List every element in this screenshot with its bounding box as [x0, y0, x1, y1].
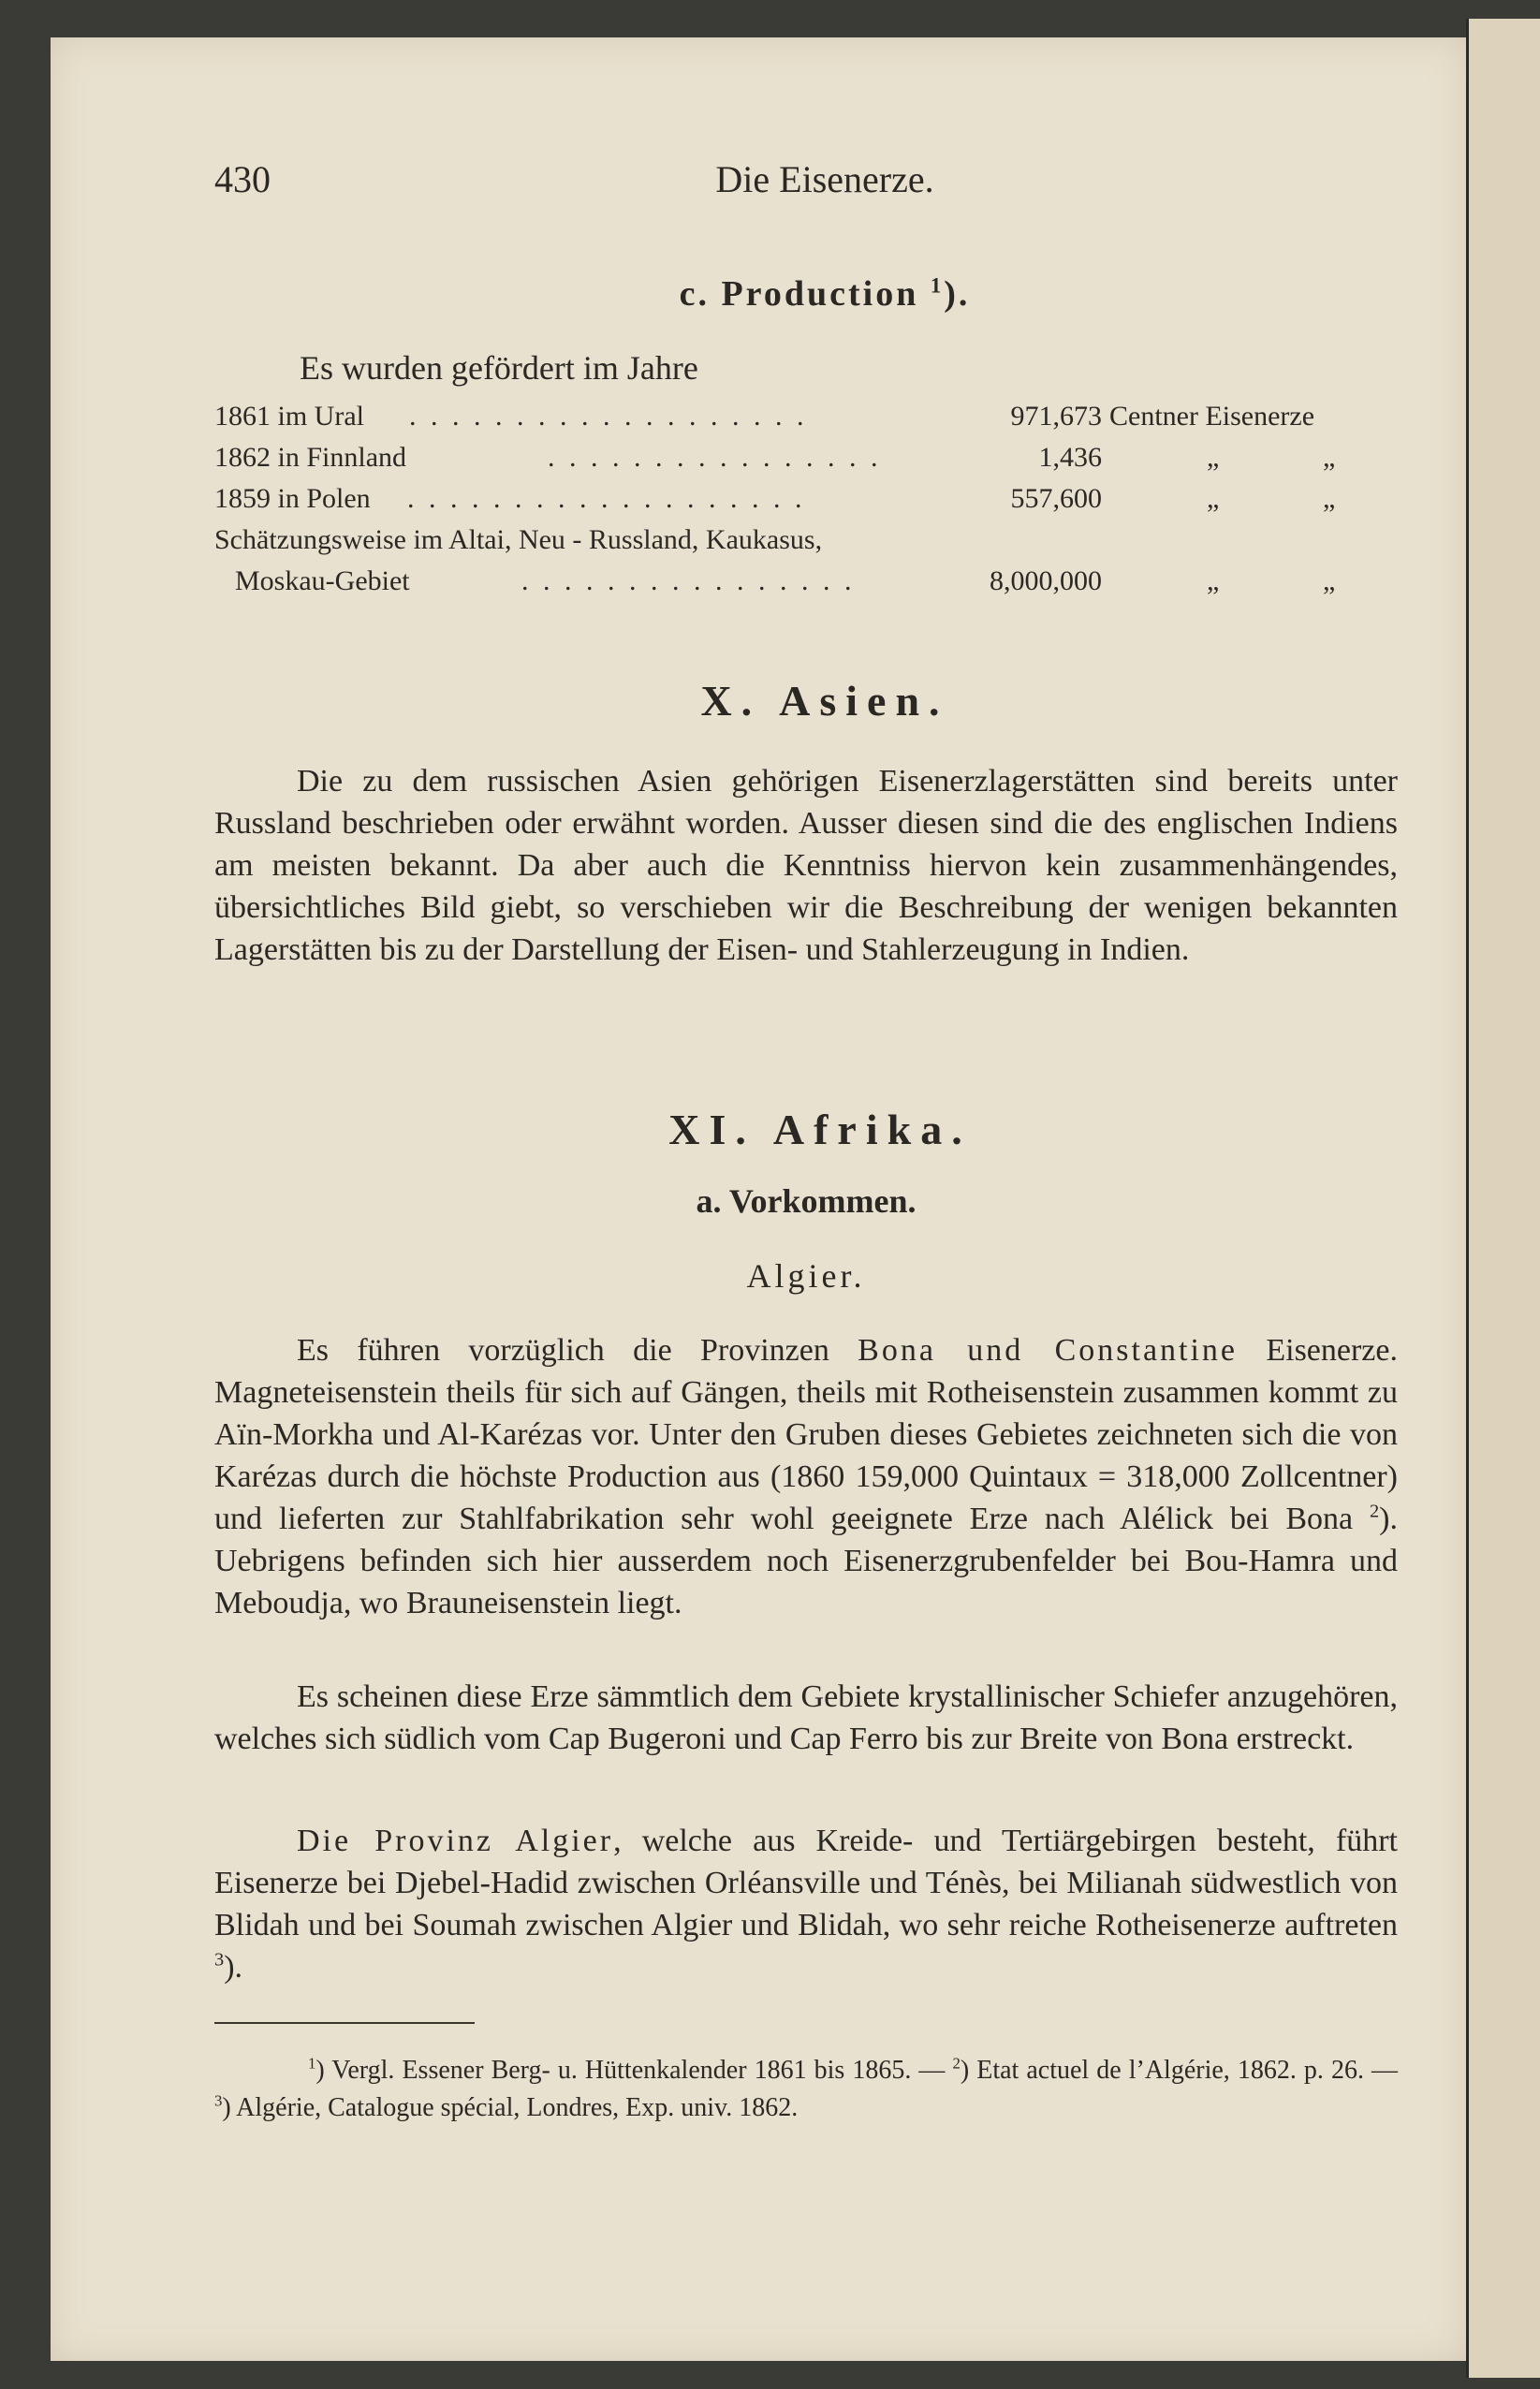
afrika-paragraph-2: Es scheinen diese Erze sämmtlich dem Gebiete krystallinischer Schiefer anzugehören, welches sich südlich vom Cap Bugeroni und Cap Ferro bis zur Breite von Bona erstreckt.: [214, 1679, 1398, 1756]
row-label: Moskau-Gebiet: [235, 565, 410, 596]
footnote-divider: [214, 2022, 475, 2024]
leader-dots: . . . . . . . . . . . . . . . . . . .: [409, 401, 808, 432]
footnote-ref-2: 2: [1369, 1501, 1380, 1522]
afrika-paragraph-1: [214, 1329, 1398, 1624]
ditto-mark: „: [1207, 565, 1220, 596]
table-row: [214, 401, 1398, 442]
running-title: Die Eisenerze.: [715, 158, 934, 200]
ditto-mark: „: [1323, 483, 1336, 514]
row-value: 1,436: [1038, 442, 1102, 473]
leader-dots: . . . . . . . . . . . . . . . .: [521, 565, 856, 596]
footnote-ref-1: 1: [930, 273, 945, 298]
section-heading-asien: X. Asien.: [700, 677, 949, 725]
leader-dots: . . . . . . . . . . . . . . . . . . .: [407, 483, 806, 514]
footnote-number: 1: [308, 2054, 316, 2073]
production-table: [214, 401, 1398, 607]
footnote-number: 2: [952, 2054, 961, 2073]
row-value: 8,000,000: [990, 565, 1102, 596]
footnote-text: ) Algérie, Catalogue spécial, Londres, Exp. univ. 1862.: [222, 2093, 799, 2122]
row-label: Schätzungsweise im Altai, Neu - Russland, Kaukasus,: [214, 524, 823, 555]
row-label: 1861 im Ural: [214, 401, 364, 432]
table-row: [214, 524, 1398, 565]
production-heading: [214, 273, 1398, 315]
text-run: ).: [224, 1950, 243, 1985]
footnotes: [214, 2052, 1398, 2127]
production-intro: Es wurden gefördert im Jahre: [300, 349, 698, 387]
text-run: , welche aus Kreide- und Tertiärgebirgen besteht, führt Eisenerze bei Djebel-Hadid zwischen Orléansville und Ténès, bei Milianah südwestlich von Blidah und bei Soumah zwischen Algier und Blidah, wo sehr reiche Rotheisenerze auftreten: [214, 1824, 1398, 1942]
ditto-mark: „: [1323, 442, 1336, 473]
table-row: [214, 565, 1398, 607]
footnote-text: ) Vergl. Essener Berg- u. Hüttenkalender 1861 bis 1865. —: [315, 2056, 953, 2085]
row-value: 557,600: [1010, 483, 1102, 514]
ditto-mark: „: [1207, 483, 1220, 514]
ditto-mark: „: [1207, 442, 1220, 473]
text-run: ). Uebrigens befinden sich hier ausserdem noch Eisenerzgrubenfelder bei Bou-Hamra und Meboudja, wo Brauneisenstein liegt.: [214, 1502, 1398, 1620]
page-number: 430: [214, 158, 271, 200]
text-run: Eisenerze. Magneteisenstein theils für sich auf Gängen, theils mit Rotheisenstein zusammen kommt zu Aïn-Morkha und Al-Karézas vor. Unter den Gruben dieses Gebietes zeichneten sich die von Karézas durch die höchste Production aus (1860 159,000 Quintaux = 318,000 Zollcentner) und lieferten zur Stahlfabrikation sehr wohl geeignete Erze nach Alélick bei Bona: [214, 1333, 1398, 1536]
afrika-paragraph-3: [214, 1820, 1398, 1988]
footnote-number: 3: [214, 2091, 223, 2110]
production-heading-tail: ).: [944, 274, 971, 314]
subheading-vorkommen: a. Vorkommen.: [696, 1182, 917, 1220]
row-label: 1862 in Finnland: [214, 442, 407, 473]
running-header: [214, 120, 1398, 200]
text-run: Es führen vorzüglich die Provinzen: [297, 1333, 858, 1368]
production-heading-text: c. Production: [679, 274, 919, 314]
table-row: [214, 442, 1398, 483]
row-label: 1859 in Polen: [214, 483, 371, 514]
facing-page-edge: [1466, 19, 1540, 2378]
footnote-ref-3: 3: [214, 1949, 225, 1971]
section-heading-afrika: XI. Afrika.: [668, 1106, 972, 1153]
leader-dots: . . . . . . . . . . . . . . . .: [548, 442, 882, 473]
table-row: [214, 483, 1398, 524]
spaced-emphasis: Die Provinz Algier: [297, 1824, 614, 1858]
ditto-mark: „: [1323, 565, 1336, 596]
footnote-text: ) Etat actuel de l’Algérie, 1862. p. 26. —: [960, 2056, 1398, 2085]
spaced-emphasis: Bona und Constantine: [858, 1333, 1239, 1368]
region-heading-algier: Algier.: [746, 1257, 866, 1295]
row-unit: Centner Eisenerze: [1109, 401, 1315, 432]
row-value: 971,673: [1010, 401, 1102, 432]
asien-paragraph: Die zu dem russischen Asien gehörigen Eisenerzlagerstätten sind bereits unter Russland beschrieben oder erwähnt worden. Ausser diesen sind die des englischen Indiens am meisten bekannt. Da aber auch die Kenntniss hiervon kein zusammenhängendes, übersichtliches Bild giebt, so verschieben wir die Beschreibung der wenigen bekannten Lagerstätten bis zu der Darstellung der Eisen- und Stahlerzeugung in Indien.: [214, 764, 1398, 967]
